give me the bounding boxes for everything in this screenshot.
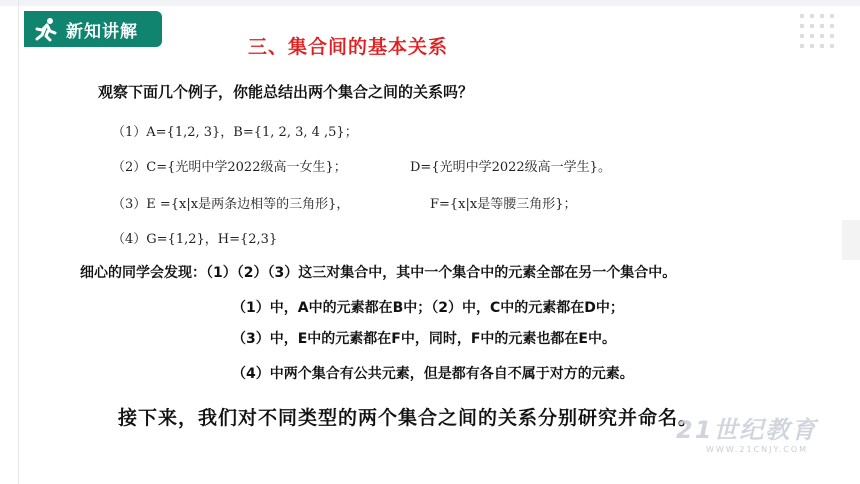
example-3-e: （3）E ={x|x是两条边相等的三角形}， [112, 197, 350, 212]
watermark-logo [676, 410, 817, 454]
left-rule [18, 0, 19, 484]
right-decoration [842, 220, 860, 260]
page-title: 三、集合间的基本关系 [248, 36, 449, 58]
top-bar [0, 0, 860, 6]
line-4: （4）中两个集合有公共元素，但是都有各自不属于对方的元素。 [232, 366, 634, 382]
watermark-url: WWW.21CNJY.COM [706, 445, 809, 454]
running-person-icon [32, 15, 60, 43]
badge-label: 新知讲解 [66, 21, 138, 42]
example-2-c: （2）C={光明中学2022级高一女生}； [112, 160, 347, 175]
example-2-d: D={光明中学2022级高一学生}。 [410, 160, 611, 175]
conclusion-text: 接下来，我们对不同类型的两个集合之间的关系分别研究并命名。 [118, 407, 699, 429]
observation-text: 细心的同学会发现：（1）（2）（3）这三对集合中，其中一个集合中的元素全部在另一个集合中。 [80, 265, 677, 281]
watermark-text: 21世纪教育 [676, 416, 818, 444]
line-1-2: （1）中，A中的元素都在B中；（2）中，C中的元素都在D中； [232, 300, 624, 316]
line-3: （3）中，E中的元素都在F中，同时，F中的元素也都在E中。 [232, 331, 616, 347]
question: 观察下面几个例子，你能总结出两个集合之间的关系吗？ [98, 83, 474, 101]
example-3-f: F={x|x是等腰三角形}； [430, 197, 577, 212]
section-badge [24, 11, 162, 47]
example-1: （1）A={1,2, 3}，B={1, 2, 3, 4 ,5}； [112, 125, 358, 140]
example-4: （4）G={1,2}，H={2,3} [112, 232, 278, 247]
